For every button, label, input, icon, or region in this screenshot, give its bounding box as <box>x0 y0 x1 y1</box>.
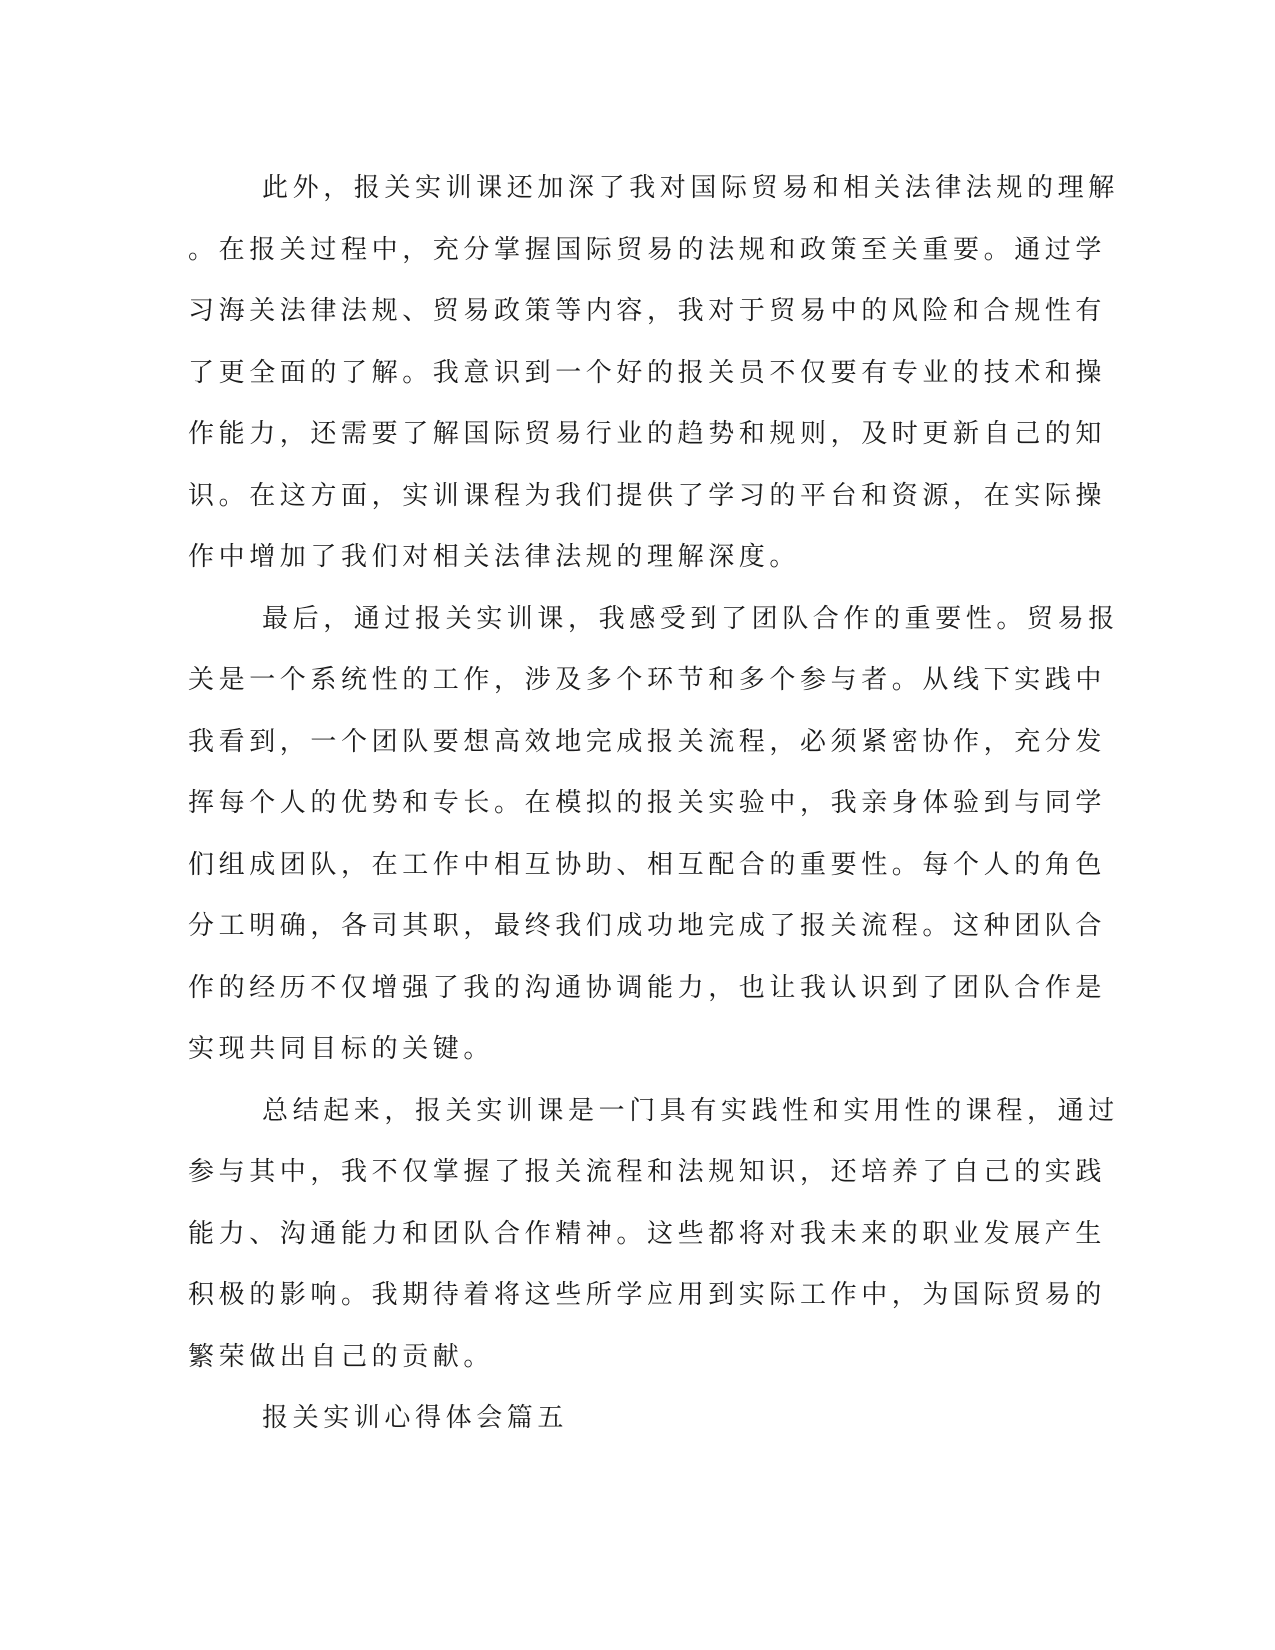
paragraph-line: 最后，通过报关实训课，我感受到了团队合作的重要性。贸易报 <box>262 603 1119 634</box>
paragraph-line: 此外，报关实训课还加深了我对国际贸易和相关法律法规的理解 <box>262 173 1119 203</box>
paragraph-line: 积极的影响。我期待着将这些所学应用到实际工作中，为国际贸易的 <box>188 1280 1107 1310</box>
paragraph-line: 习海关法律法规、贸易政策等内容，我对于贸易中的风险和合规性有 <box>188 296 1107 326</box>
paragraph-line: 能力、沟通能力和团队合作精神。这些都将对我未来的职业发展产生 <box>188 1218 1107 1249</box>
paragraph-line: 挥每个人的优势和专长。在模拟的报关实验中，我亲身体验到与同学 <box>188 788 1107 818</box>
paragraph-line: 关是一个系统性的工作，涉及多个环节和多个参与者。从线下实践中 <box>188 665 1107 695</box>
paragraph-line: 总结起来，报关实训课是一门具有实践性和实用性的课程，通过 <box>262 1095 1119 1126</box>
paragraph-line: 作中增加了我们对相关法律法规的理解深度。 <box>188 542 801 572</box>
paragraph-line: 分工明确，各司其职，最终我们成功地完成了报关流程。这种团队合 <box>188 911 1107 941</box>
paragraph-line: 繁荣做出自己的贡献。 <box>188 1341 495 1372</box>
paragraph-line: 我看到，一个团队要想高效地完成报关流程，必须紧密协作，充分发 <box>188 726 1107 757</box>
paragraph-line: 。在报关过程中，充分掌握国际贸易的法规和政策至关重要。通过学 <box>188 234 1107 265</box>
document-body <box>188 158 1119 1450</box>
paragraph-line: 实现共同目标的关键。 <box>188 1034 495 1064</box>
paragraph-line: 作的经历不仅增强了我的沟通协调能力，也让我认识到了团队合作是 <box>188 972 1107 1003</box>
paragraph-line: 们组成团队，在工作中相互协助、相互配合的重要性。每个人的角色 <box>188 849 1107 880</box>
paragraph-line: 了更全面的了解。我意识到一个好的报关员不仅要有专业的技术和操 <box>188 357 1107 388</box>
paragraph-line: 识。在这方面，实训课程为我们提供了学习的平台和资源，在实际操 <box>188 480 1107 511</box>
section-heading: 报关实训心得体会篇五 <box>262 1403 569 1433</box>
paragraph-line: 参与其中，我不仅掌握了报关流程和法规知识，还培养了自己的实践 <box>188 1157 1107 1187</box>
paragraph-line: 作能力，还需要了解国际贸易行业的趋势和规则，及时更新自己的知 <box>188 419 1107 449</box>
